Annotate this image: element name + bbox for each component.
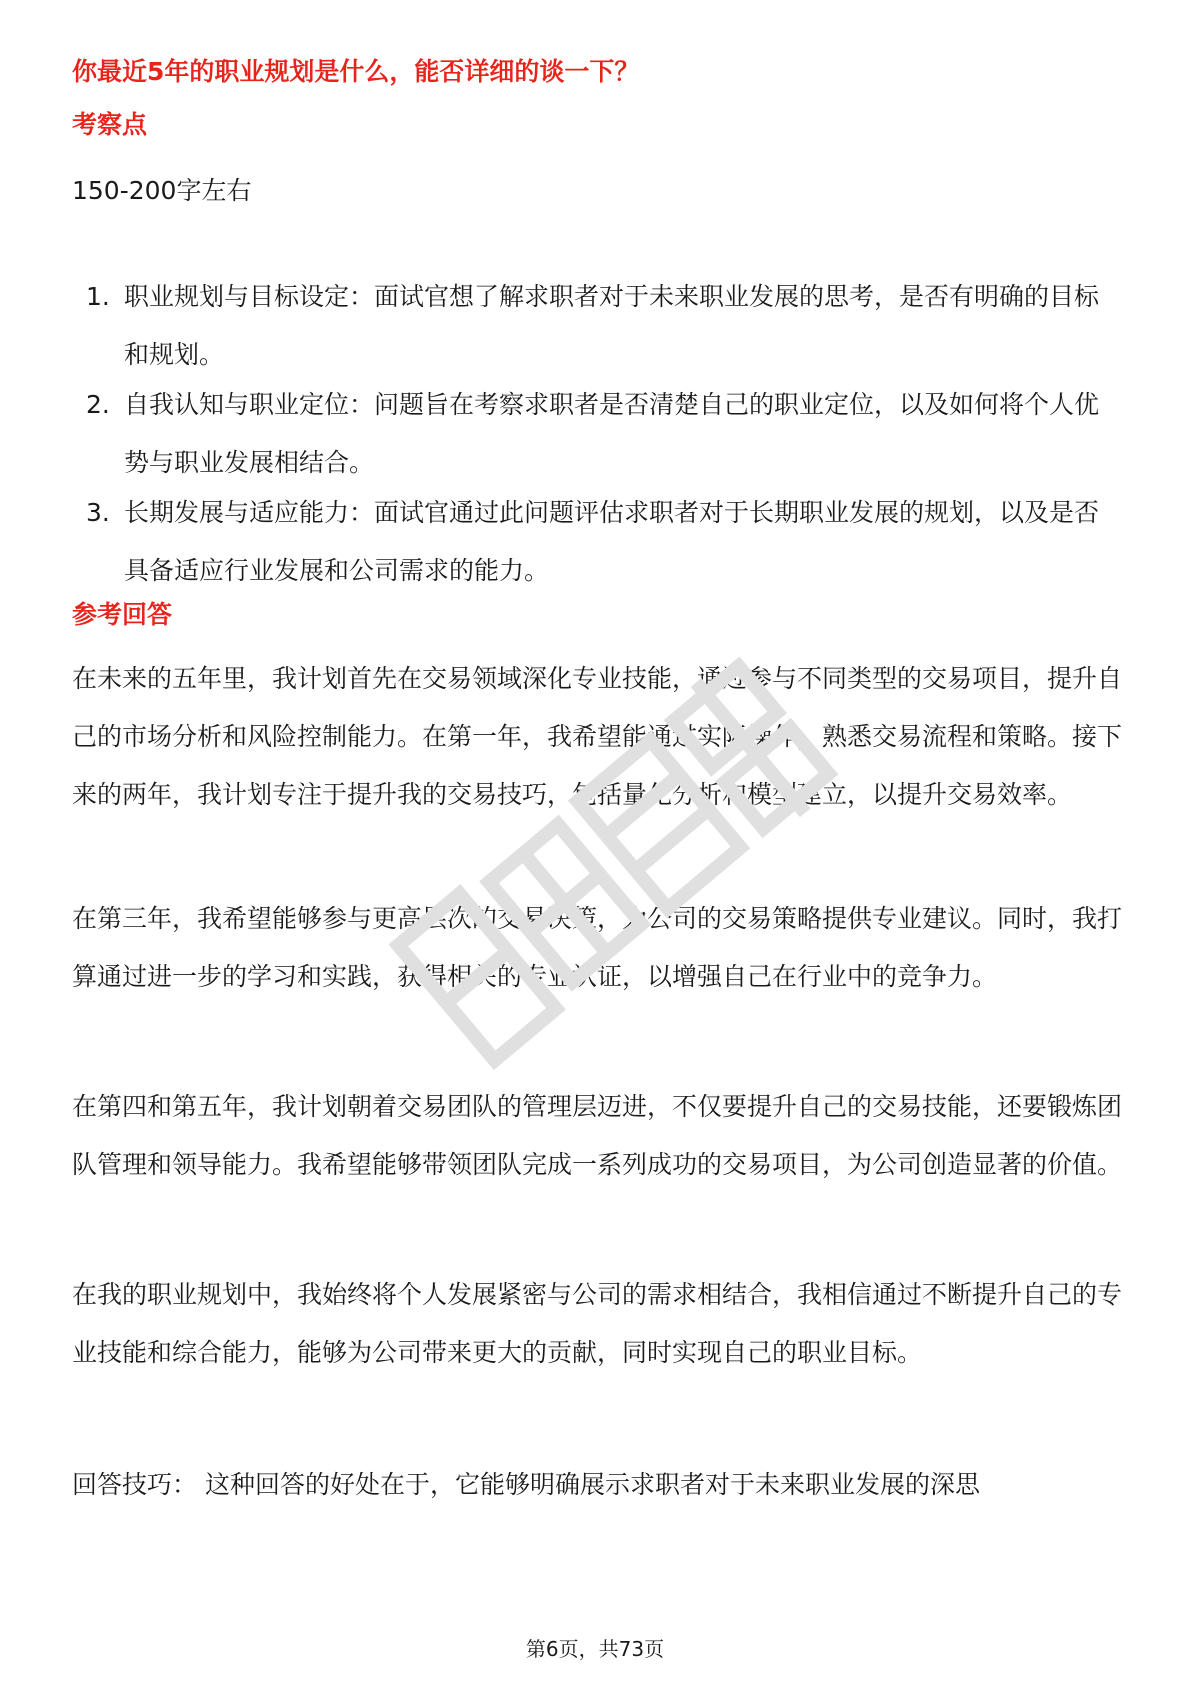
answer-paragraph: 在第四和第五年，我计划朝着交易团队的管理层迈进，不仅要提升自己的交易技能，还要锻炼团队管理和领导能力。我希望能够带领团队完成一系列成功的交易项目，为公司创造显著的价值。 — [72, 1092, 1123, 1179]
reference-heading: 参考回答 — [72, 600, 173, 629]
word-count-note: 150-200字左右 — [72, 176, 252, 205]
list-item — [72, 268, 1122, 384]
list-item-text: 长期发展与适应能力：面试官通过此问题评估求职者对于长期职业发展的规划，以及是否具备适应行业发展和公司需求的能力。 — [124, 498, 1100, 585]
answer-paragraph: 在未来的五年里，我计划首先在交易领域深化专业技能，通过参与不同类型的交易项目，提升自己的市场分析和风险控制能力。在第一年，我希望能通过实际操作，熟悉交易流程和策略。接下来的两年，我计划专注于提升我的交易技巧，包括量化分析和模型建立，以提升交易效率。 — [72, 664, 1123, 809]
list-item-number: 1. — [86, 282, 110, 311]
answer-paragraph: 在我的职业规划中，我始终将个人发展紧密与公司的需求相结合，我相信通过不断提升自己的专业技能和综合能力，能够为公司带来更大的贡献，同时实现自己的职业目标。 — [72, 1280, 1123, 1367]
answer-paragraph: 在第三年，我希望能够参与更高层次的交易决策，为公司的交易策略提供专业建议。同时，我打算通过进一步的学习和实践，获得相关的专业认证，以增强自己在行业中的竞争力。 — [72, 904, 1123, 991]
list-item-number: 3. — [86, 498, 110, 527]
list-item-text: 自我认知与职业定位：问题旨在考察求职者是否清楚自己的职业定位，以及如何将个人优势与职业发展相结合。 — [124, 390, 1100, 477]
page-footer: 第6页，共73页 — [525, 1637, 665, 1661]
list-item-text: 职业规划与目标设定：面试官想了解求职者对于未来职业发展的思考，是否有明确的目标和规划。 — [124, 282, 1100, 369]
answer-tip: 回答技巧： 这种回答的好处在于，它能够明确展示求职者对于未来职业发展的深思 — [72, 1470, 980, 1499]
assessment-heading: 考察点 — [72, 110, 148, 139]
question-title: 你最近5年的职业规划是什么，能否详细的谈一下？ — [72, 57, 640, 86]
list-item-number: 2. — [86, 390, 110, 419]
assessment-list — [72, 268, 1122, 600]
list-item — [72, 376, 1122, 492]
list-item — [72, 484, 1122, 600]
